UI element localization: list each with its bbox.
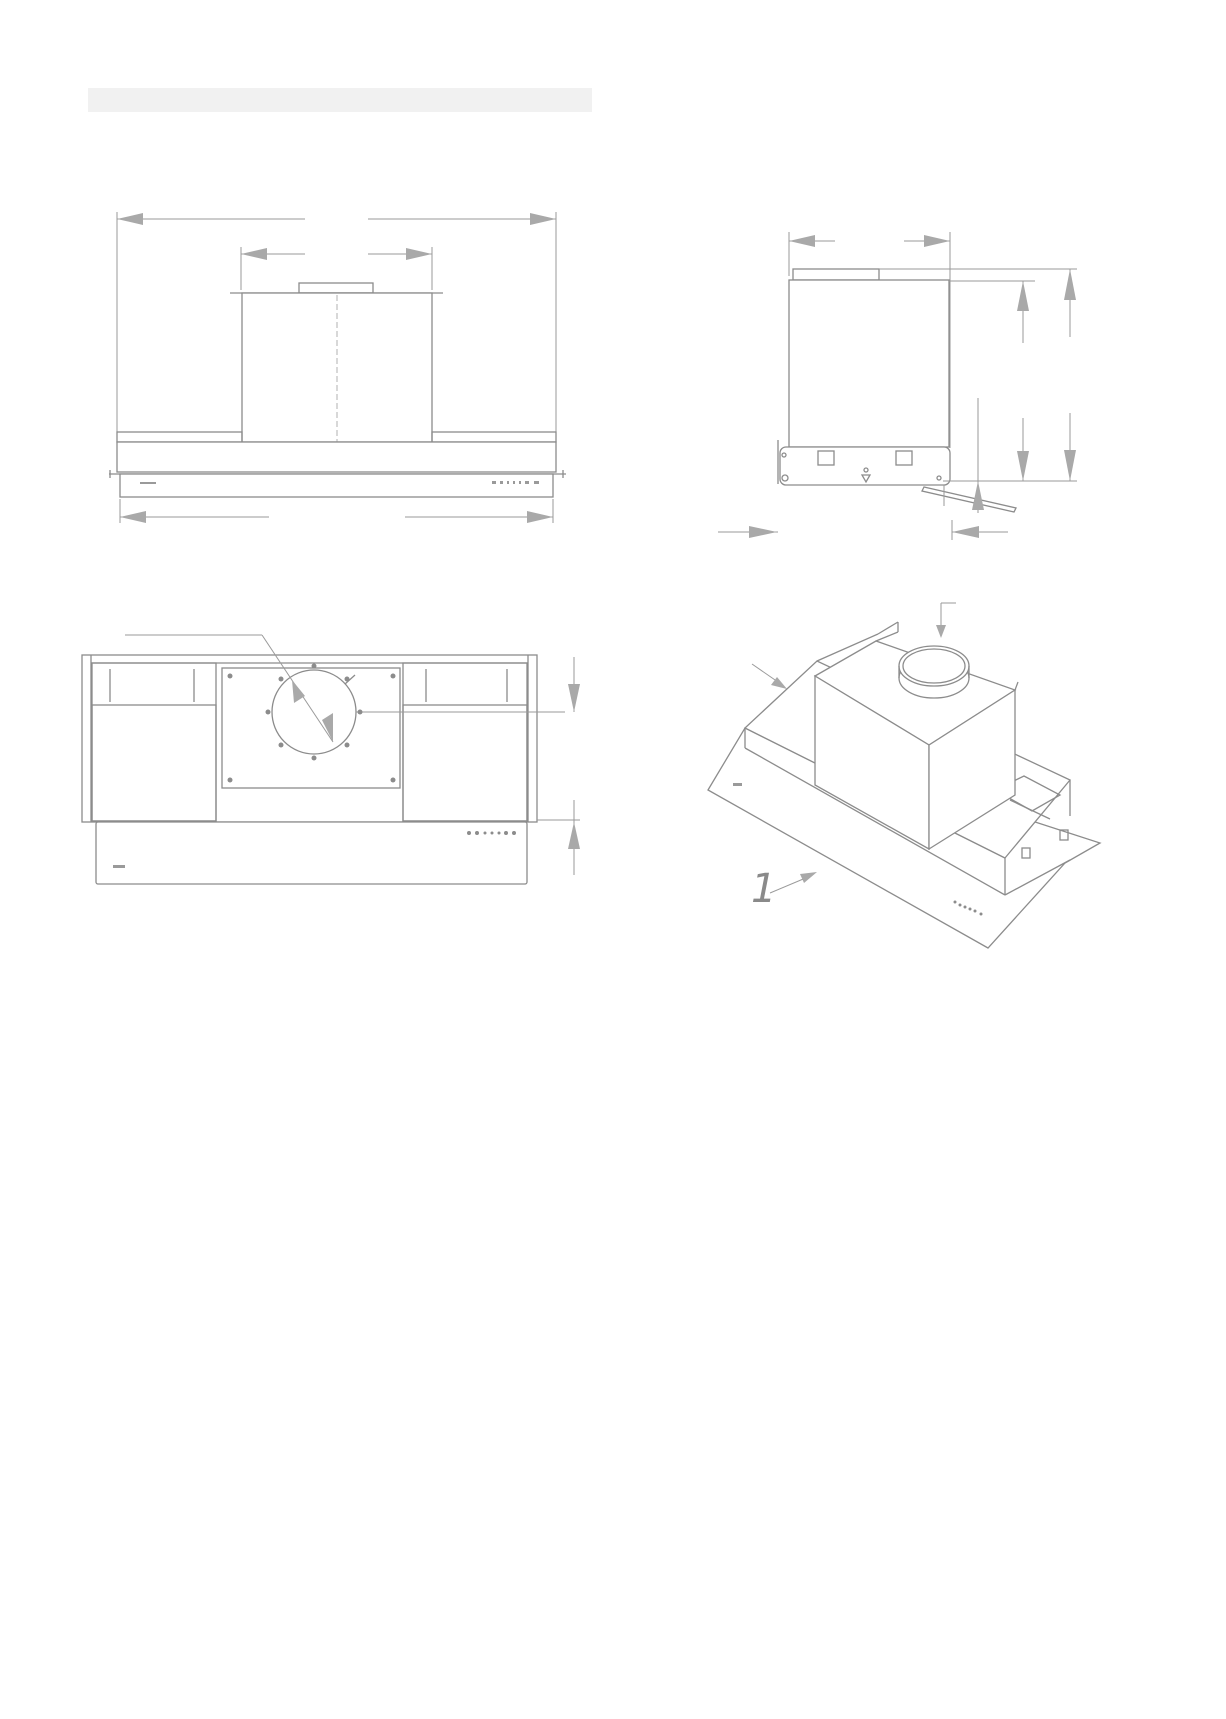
bottom-offset-dimensions (718, 520, 1008, 540)
top-view (82, 635, 580, 884)
isometric-view (708, 603, 1100, 948)
height-dimensions (943, 269, 1077, 513)
callout-label: 1 (751, 866, 777, 912)
top-depth-dimensions (537, 657, 580, 875)
front-view (109, 212, 566, 523)
bottom-width-dimension (120, 499, 553, 523)
side-view (718, 232, 1077, 540)
